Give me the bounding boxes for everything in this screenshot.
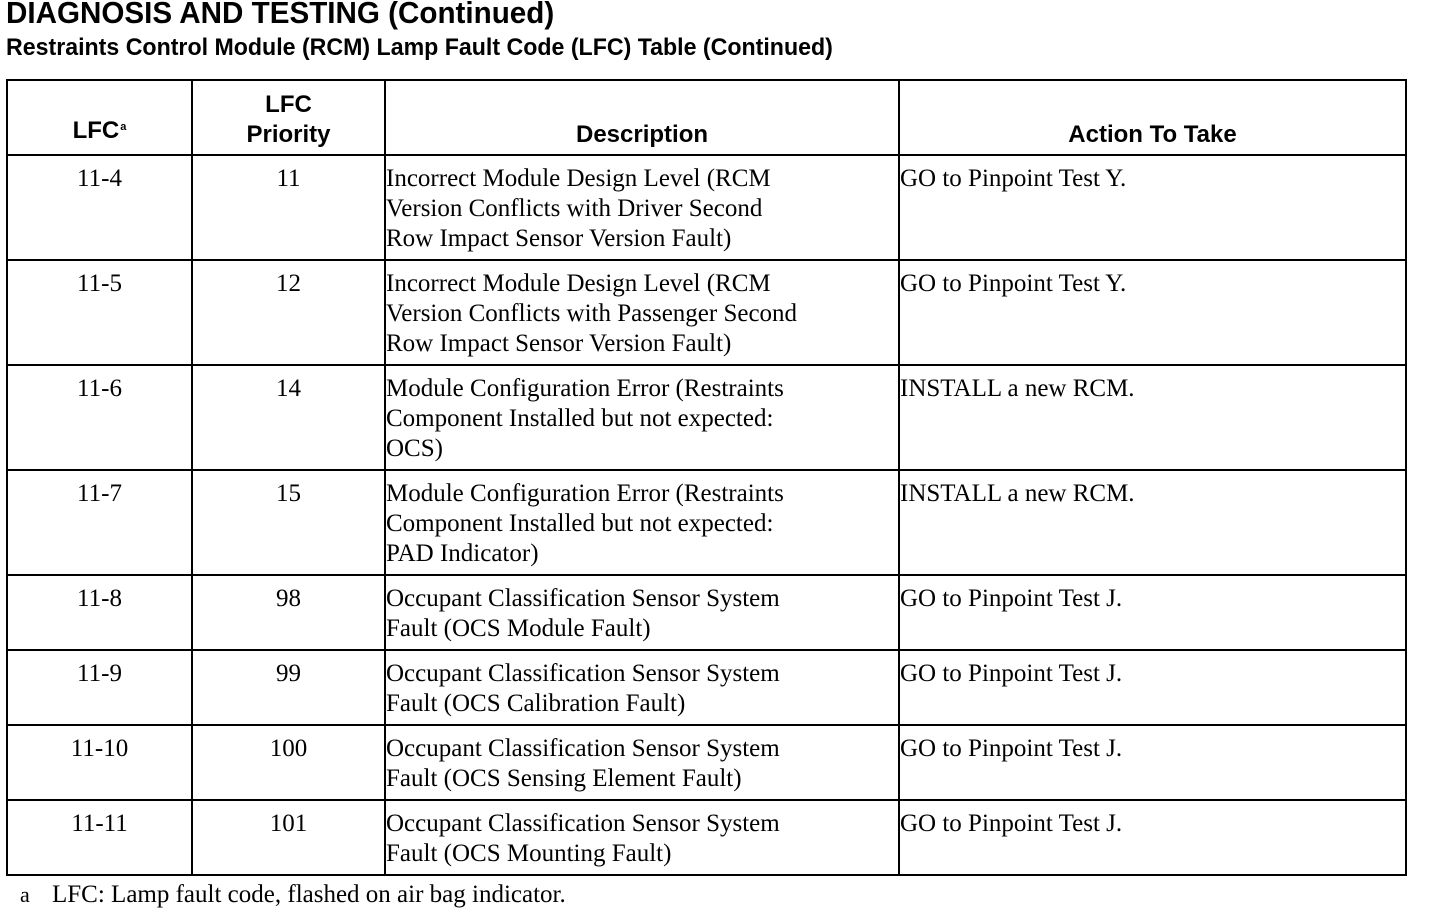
table-row xyxy=(7,260,1406,365)
cell-description xyxy=(385,260,899,365)
description-line: Fault (OCS Sensing Element Fault) xyxy=(386,765,742,792)
cell-lfc-priority: 98 xyxy=(192,575,385,650)
description-line: Fault (OCS Calibration Fault) xyxy=(386,690,686,717)
description-line: Module Configuration Error (Restraints xyxy=(386,480,784,507)
cell-lfc-priority: 99 xyxy=(192,650,385,725)
description-line: Fault (OCS Mounting Fault) xyxy=(386,840,672,867)
footnote-letter: a xyxy=(20,882,30,907)
header-lfc xyxy=(7,80,192,155)
description-line: Component Installed but not expected: xyxy=(386,405,774,432)
description-line: Row Impact Sensor Version Fault) xyxy=(386,225,732,252)
cell-description xyxy=(385,800,899,875)
cell-action: INSTALL a new RCM. xyxy=(899,365,1406,470)
cell-lfc-priority: 12 xyxy=(192,260,385,365)
description-line: Row Impact Sensor Version Fault) xyxy=(386,330,732,357)
description-line: Fault (OCS Module Fault) xyxy=(386,615,651,642)
header-lfc-priority xyxy=(192,80,385,155)
cell-lfc-code: 11-10 xyxy=(7,725,192,800)
description-line: Version Conflicts with Passenger Second xyxy=(386,300,798,327)
table-title: Restraints Control Module (RCM) Lamp Fault Code (LFC) Table (Continued) xyxy=(6,34,833,61)
cell-lfc-code: 11-9 xyxy=(7,650,192,725)
cell-lfc-code: 11-6 xyxy=(7,365,192,470)
table-header-row xyxy=(7,80,1406,155)
cell-description xyxy=(385,470,899,575)
cell-lfc-priority: 100 xyxy=(192,725,385,800)
lamp-fault-code-table xyxy=(6,79,1407,876)
page-heading: DIAGNOSIS AND TESTING (Continued) xyxy=(6,0,555,30)
table-row xyxy=(7,575,1406,650)
description-line: Occupant Classification Sensor System xyxy=(386,810,780,837)
cell-lfc-code: 11-5 xyxy=(7,260,192,365)
description-line: Incorrect Module Design Level (RCM xyxy=(386,270,771,297)
table-body xyxy=(7,155,1406,875)
cell-description xyxy=(385,155,899,260)
description-line: Version Conflicts with Driver Second xyxy=(386,195,763,222)
description-line: Occupant Classification Sensor System xyxy=(386,585,780,612)
cell-lfc-priority: 101 xyxy=(192,800,385,875)
description-line: Incorrect Module Design Level (RCM xyxy=(386,165,771,192)
table-row xyxy=(7,470,1406,575)
header-description: Description xyxy=(385,80,899,155)
footnote-marker: a xyxy=(120,121,127,133)
footnote xyxy=(20,880,566,910)
table-row xyxy=(7,365,1406,470)
description-line: Module Configuration Error (Restraints xyxy=(386,375,784,402)
cell-description xyxy=(385,365,899,470)
description-line: PAD Indicator) xyxy=(386,540,539,567)
header-action: Action To Take xyxy=(899,80,1406,155)
cell-action: GO to Pinpoint Test J. xyxy=(899,800,1406,875)
cell-action: GO to Pinpoint Test J. xyxy=(899,725,1406,800)
cell-lfc-code: 11-4 xyxy=(7,155,192,260)
description-line: Component Installed but not expected: xyxy=(386,510,774,537)
cell-action: GO to Pinpoint Test Y. xyxy=(899,155,1406,260)
table-row xyxy=(7,650,1406,725)
cell-lfc-code: 11-11 xyxy=(7,800,192,875)
footnote-text: LFC: Lamp fault code, flashed on air bag indicator. xyxy=(52,881,566,908)
cell-action: GO to Pinpoint Test Y. xyxy=(899,260,1406,365)
cell-lfc-priority: 11 xyxy=(192,155,385,260)
description-line: OCS) xyxy=(386,435,443,462)
cell-lfc-priority: 14 xyxy=(192,365,385,470)
cell-action: INSTALL a new RCM. xyxy=(899,470,1406,575)
cell-description xyxy=(385,575,899,650)
table-row xyxy=(7,155,1406,260)
cell-action: GO to Pinpoint Test J. xyxy=(899,575,1406,650)
cell-description xyxy=(385,650,899,725)
cell-lfc-code: 11-8 xyxy=(7,575,192,650)
table-row xyxy=(7,800,1406,875)
cell-description xyxy=(385,725,899,800)
header-priority-line2: Priority xyxy=(246,121,331,148)
cell-lfc-priority: 15 xyxy=(192,470,385,575)
table-row xyxy=(7,725,1406,800)
cell-lfc-code: 11-7 xyxy=(7,470,192,575)
header-lfc-label: LFC xyxy=(72,117,120,144)
cell-action: GO to Pinpoint Test J. xyxy=(899,650,1406,725)
description-line: Occupant Classification Sensor System xyxy=(386,660,780,687)
description-line: Occupant Classification Sensor System xyxy=(386,735,780,762)
header-priority-line1: LFC xyxy=(265,91,312,118)
